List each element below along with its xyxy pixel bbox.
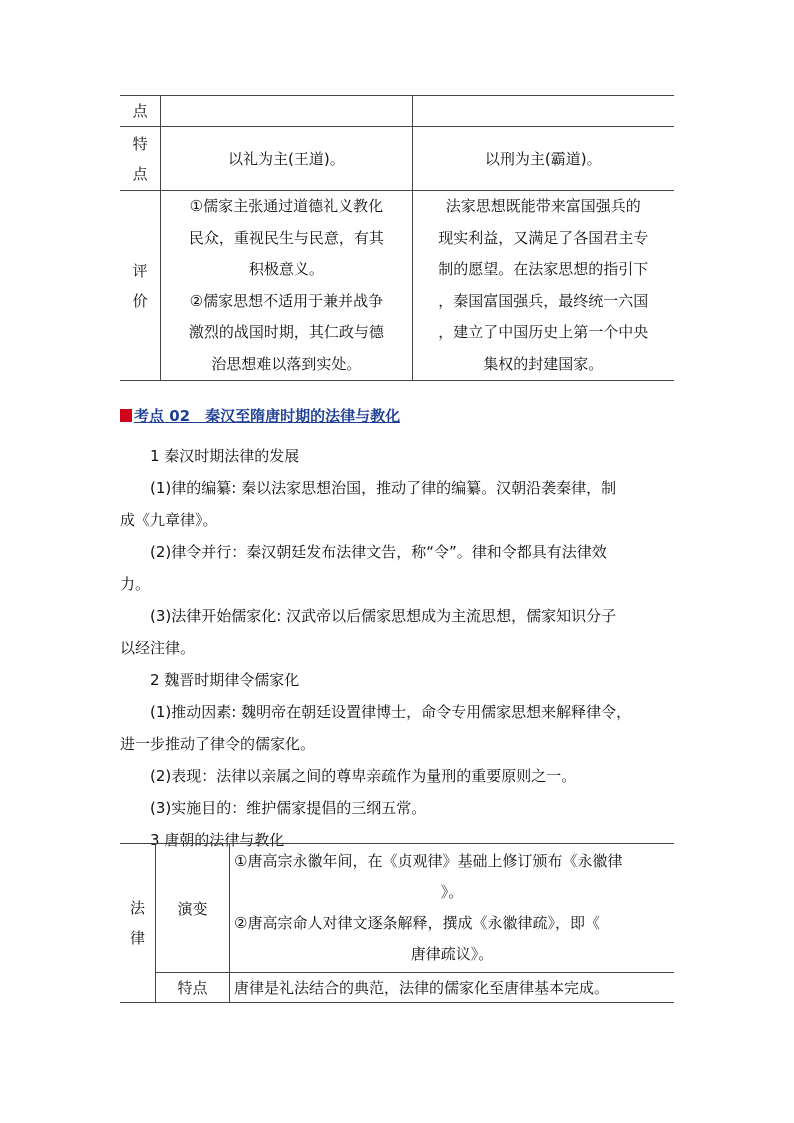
text-line: 集权的封建国家。 xyxy=(483,354,604,373)
text-line: 积极意义。 xyxy=(248,260,324,278)
section-header-text: 考点 02 秦汉至隋唐时期的法律与教化 xyxy=(134,407,401,425)
text-line: ②儒家思想不适用于兼并战争 xyxy=(189,291,384,310)
subheading-2: 2 魏晋时期律令儒家化 xyxy=(150,671,300,689)
tang-law-table xyxy=(120,843,674,1003)
text-line: 制的愿望。在法家思想的指引下 xyxy=(438,260,649,278)
label-char: 律 xyxy=(129,929,145,947)
text-line: ，建立了中国历史上第一个中央 xyxy=(438,323,649,341)
feature-content: 唐律是礼法结合的典范，法律的儒家化至唐律基本完成。 xyxy=(230,973,675,1003)
paragraph-line: (1)律的编纂: 秦以法家思想治国，推动了律的编纂。汉朝沿袭秦律，制 xyxy=(150,479,617,497)
cell-empty-left xyxy=(161,96,412,127)
feature-confucian: 以礼为主(王道)。 xyxy=(161,127,412,191)
paragraph-line: 以经注律。 xyxy=(120,639,196,657)
label-char: 特 xyxy=(132,134,148,153)
label-char: 点 xyxy=(132,164,148,183)
text-line: 现实利益，又满足了各国君主专 xyxy=(438,228,649,247)
label-evolution: 演变 xyxy=(156,844,230,973)
text-line: ①唐高宗永徽年间，在《贞观律》基础上修订颁布《永徽律 xyxy=(234,852,623,870)
label-char: 评 xyxy=(132,261,148,280)
red-square-icon xyxy=(120,409,132,422)
text-line: ，秦国富国强兵，最终统一六国 xyxy=(438,291,649,310)
row-label-feature xyxy=(120,127,161,191)
subheading-3: 3 唐朝的法律与教化 xyxy=(150,831,285,849)
text-line: 治思想难以落到实处。 xyxy=(211,354,362,373)
comparison-table xyxy=(120,95,674,381)
cell-empty-right xyxy=(412,96,674,127)
paragraph-line: (2)表现：法律以亲属之间的尊卑亲疏作为量刑的重要原则之一。 xyxy=(150,767,577,785)
label-feature: 特点 xyxy=(156,973,230,1003)
text-line: 民众，重视民生与民意，有其 xyxy=(188,228,384,247)
paragraph-line: 力。 xyxy=(120,575,151,593)
row-label-law xyxy=(120,844,156,1003)
row-label-dian: 点 xyxy=(120,96,161,127)
evaluation-legalist xyxy=(412,191,674,381)
text-line: 法家思想既能带来富国强兵的 xyxy=(445,197,641,215)
section-header xyxy=(120,405,400,427)
label-char: 法 xyxy=(129,899,145,917)
evaluation-confucian xyxy=(161,191,412,381)
paragraph-line: (1)推动因素: 魏明帝在朝廷设置律博士，命令专用儒家思想来解释律令， xyxy=(150,703,632,721)
row-label-evaluation xyxy=(120,191,161,381)
paragraph-line: (2)律令并行：秦汉朝廷发布法律文告，称“令”。律和令都具有法律效 xyxy=(150,543,607,561)
subheading-1: 1 秦汉时期法律的发展 xyxy=(150,447,300,465)
text-line: ②唐高宗命人对律文逐条解释，撰成《永徽律疏》，即《 xyxy=(234,914,600,932)
paragraph-line: (3)法律开始儒家化: 汉武帝以后儒家思想成为主流思想，儒家知识分子 xyxy=(150,607,617,625)
feature-legalist: 以刑为主(霸道)。 xyxy=(412,127,674,191)
text-line: 》。 xyxy=(440,883,464,901)
label-char: 价 xyxy=(132,291,148,310)
evolution-content xyxy=(230,844,675,973)
paragraph-line: (3)实施目的：维护儒家提倡的三纲五常。 xyxy=(150,799,427,817)
text-line: 唐律疏议》。 xyxy=(410,945,494,963)
paragraph-line: 进一步推动了律令的儒家化。 xyxy=(120,735,316,753)
section-body xyxy=(120,440,674,856)
paragraph-line: 成《九章律》。 xyxy=(120,511,218,529)
text-line: 激烈的战国时期，其仁政与德 xyxy=(188,323,384,341)
text-line: ①儒家主张通过道德礼义教化 xyxy=(189,197,384,215)
